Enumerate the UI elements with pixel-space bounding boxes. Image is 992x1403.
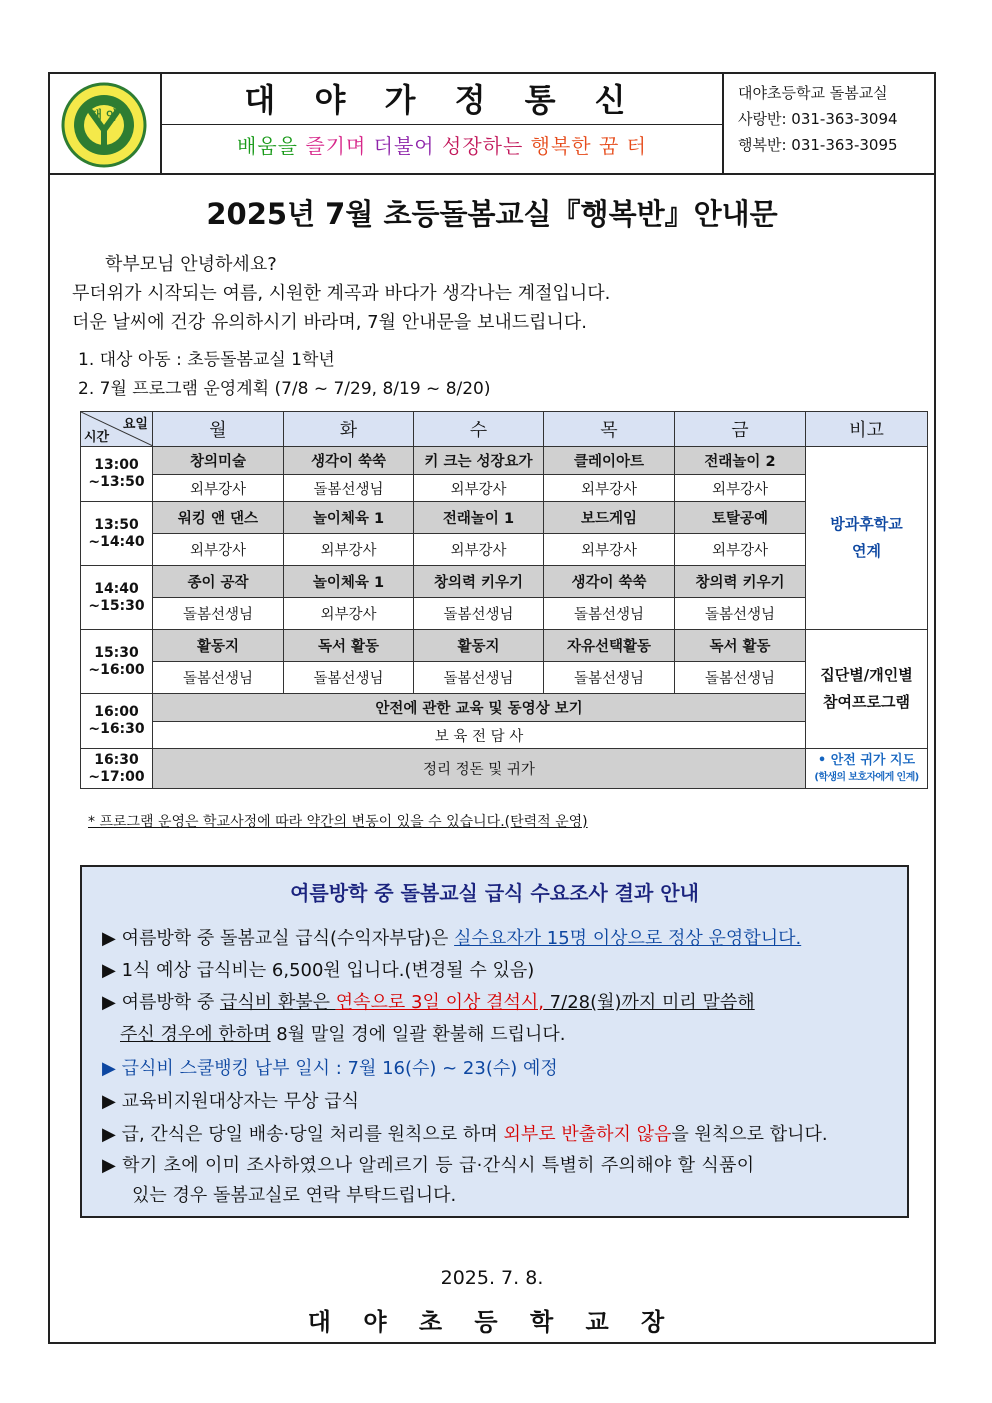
bullet-item: ▶ 학기 초에 이미 조사하였으나 알레르기 등 급·간식시 특별히 주의해야 할 식품이	[102, 1155, 755, 1176]
program-plan-item: 2. 7월 프로그램 운영계획 (7/8 ~ 7/29, 8/19 ~ 8/20)	[78, 379, 491, 399]
note-cell	[806, 749, 928, 789]
teacher-cell: 돌봄선생님	[153, 662, 284, 694]
program-row	[81, 630, 928, 662]
safety-row	[81, 694, 928, 722]
program-cell: 보드게임	[544, 502, 675, 534]
bullet-item: 있는 경우 돌봄교실로 연락 부탁드립니다.	[132, 1185, 457, 1206]
program-cell: 워킹 앤 댄스	[153, 502, 284, 534]
teacher-cell: 외부강사	[153, 475, 284, 502]
slogan-word: 더불어	[373, 134, 435, 158]
teacher-cell: 외부강사	[153, 534, 284, 566]
slogan-word: 성장하는	[442, 134, 524, 158]
bullet-text: 외부로 반출하지 않음	[503, 1124, 672, 1145]
footnote: * 프로그램 운영은 학교사정에 따라 약간의 변동이 있을 수 있습니다.(탄력적 운영)	[88, 814, 588, 830]
corner-cell	[81, 412, 153, 447]
day-header: 수	[414, 412, 544, 447]
note-text: (학생의 보호자에게 인계)	[814, 771, 919, 783]
program-cell: 전래놀이 2	[675, 447, 806, 475]
bullet-text: ▶ 여름방학 중	[102, 992, 220, 1013]
teacher-cell: 돌봄선생님	[544, 598, 675, 630]
target-item: 1. 대상 아동 : 초등돌봄교실 1학년	[78, 350, 335, 370]
slogan	[162, 130, 722, 162]
teacher-cell: 외부강사	[414, 534, 544, 566]
greeting-line: 무더위가 시작되는 여름, 시원한 계곡과 바다가 생각나는 계절입니다.	[72, 283, 611, 304]
note-cell	[806, 630, 928, 749]
teacher-cell: 돌봄선생님	[284, 662, 414, 694]
bullet-item	[102, 924, 801, 954]
safety-teacher-cell: 보 육 전 담 사	[153, 722, 806, 749]
time-label: 15:30 ~16:00	[88, 644, 145, 678]
schedule-header-row	[81, 412, 928, 447]
day-header: 월	[153, 412, 284, 447]
schedule-table	[80, 411, 928, 789]
bullet-item	[120, 1020, 565, 1050]
time-label: 14:40 ~15:30	[88, 580, 145, 614]
teacher-cell: 외부강사	[675, 475, 806, 502]
teacher-cell: 외부강사	[284, 534, 414, 566]
contact-line: 행복반: 031-363-3095	[738, 136, 898, 154]
bullet-item	[102, 1120, 828, 1150]
time-cell	[81, 447, 153, 502]
program-cell: 토탈공예	[675, 502, 806, 534]
teacher-cell: 돌봄선생님	[675, 598, 806, 630]
cleanup-cell: 정리 정돈 및 귀가	[153, 749, 806, 789]
safety-teacher-row	[81, 722, 928, 749]
time-cell	[81, 630, 153, 694]
teacher-row	[81, 598, 928, 630]
teacher-cell: 외부강사	[544, 534, 675, 566]
program-row	[81, 566, 928, 598]
time-cell	[81, 566, 153, 630]
teacher-cell: 외부강사	[284, 598, 414, 630]
teacher-row	[81, 475, 928, 502]
newsletter-title: 대 야 가 정 통 신	[244, 81, 640, 119]
teacher-cell: 돌봄선생님	[675, 662, 806, 694]
program-cell: 창의력 키우기	[414, 566, 544, 598]
title-cell	[162, 74, 724, 173]
newsletter-frame	[48, 72, 936, 1344]
teacher-cell: 돌봄선생님	[544, 662, 675, 694]
program-cell: 독서 활동	[284, 630, 414, 662]
title-divider	[162, 124, 722, 125]
greeting-line: 학부모님 안녕하세요?	[105, 254, 277, 275]
bullet-item: ▶ 1식 예상 급식비는 6,500원 입니다.(변경될 수 있음)	[102, 960, 535, 981]
note-header: 비고	[806, 412, 928, 447]
svg-text:대 야: 대 야	[90, 108, 118, 122]
bullet-text: 연속으로 3일 이상 결석시,	[335, 992, 544, 1013]
teacher-cell: 돌봄선생님	[414, 662, 544, 694]
corner-top-label: 요일	[122, 417, 148, 432]
teacher-cell: 돌봄선생님	[284, 475, 414, 502]
signature: 대 야 초 등 학 교 장	[307, 1308, 677, 1336]
slogan-word: 즐기며	[305, 134, 367, 158]
program-cell: 창의력 키우기	[675, 566, 806, 598]
bullet-text: 8월 말일 경에 일괄 환불해 드립니다.	[270, 1024, 566, 1045]
time-label: 13:00 ~13:50	[88, 457, 145, 490]
day-header: 목	[544, 412, 675, 447]
school-logo	[61, 82, 147, 168]
program-cell: 종이 공작	[153, 566, 284, 598]
teacher-cell: 외부강사	[675, 534, 806, 566]
contact-line: 사랑반: 031-363-3094	[738, 110, 898, 128]
time-cell	[81, 749, 153, 789]
bullet-text: 주신 경우에 한하며	[120, 1024, 271, 1045]
time-cell	[81, 694, 153, 749]
program-cell: 자유선택활동	[544, 630, 675, 662]
header	[50, 74, 934, 175]
greeting-line: 더운 날씨에 건강 유의하시기 바라며, 7월 안내문을 보내드립니다.	[72, 312, 588, 333]
time-cell	[81, 502, 153, 566]
note-cell	[806, 447, 928, 630]
contact-info	[724, 80, 934, 158]
teacher-cell: 돌봄선생님	[414, 598, 544, 630]
bullet-text: ▶ 급, 간식은 당일 배송·당일 처리를 원칙으로 하며	[102, 1124, 504, 1145]
program-cell: 활동지	[153, 630, 284, 662]
bullet-item: ▶ 급식비 스쿨뱅킹 납부 일시 : 7월 16(수) ~ 23(수) 예정	[102, 1058, 558, 1079]
teacher-row	[81, 534, 928, 566]
bullet-text: 을 원칙으로 합니다.	[671, 1124, 828, 1145]
teacher-row	[81, 662, 928, 694]
meal-notice-box	[80, 865, 909, 1218]
note-text: 방과후학교 연계	[830, 515, 903, 560]
day-header: 금	[675, 412, 806, 447]
time-label: 16:30 ~17:00	[88, 751, 145, 785]
program-cell: 클레이아트	[544, 447, 675, 475]
program-cell: 키 크는 성장요가	[414, 447, 544, 475]
bullet-text: ▶ 여름방학 중 돌봄교실 급식(수익자부담)은	[102, 928, 455, 949]
bullet-text: 7/28(월)까지 미리 말씀해	[543, 992, 755, 1013]
program-cell: 활동지	[414, 630, 544, 662]
program-cell: 생각이 쑥쑥	[544, 566, 675, 598]
slogan-word: 꿈 터	[598, 134, 647, 158]
cleanup-row	[81, 749, 928, 789]
program-cell: 창의미술	[153, 447, 284, 475]
logo-cell	[50, 74, 162, 173]
program-row	[81, 502, 928, 534]
teacher-cell: 돌봄선생님	[153, 598, 284, 630]
day-header: 화	[284, 412, 414, 447]
bullet-text: 급식비 환불은	[219, 992, 336, 1013]
program-cell: 독서 활동	[675, 630, 806, 662]
program-cell: 놀이체육 1	[284, 566, 414, 598]
time-label: 16:00 ~16:30	[88, 704, 145, 737]
program-row	[81, 447, 928, 475]
teacher-cell: 외부강사	[544, 475, 675, 502]
bullet-text: 실수요자가 15명 이상으로 정상 운영합니다.	[454, 928, 802, 949]
program-cell: 놀이체육 1	[284, 502, 414, 534]
issue-date: 2025. 7. 8.	[440, 1267, 544, 1289]
program-cell: 전래놀이 1	[414, 502, 544, 534]
bullet-item	[102, 988, 755, 1018]
safety-program-cell: 안전에 관한 교육 및 동영상 보기	[153, 694, 806, 722]
program-cell: 생각이 쑥쑥	[284, 447, 414, 475]
slogan-word: 행복한	[530, 134, 592, 158]
contact-line: 대야초등학교 돌봄교실	[738, 84, 888, 102]
time-label: 13:50 ~14:40	[88, 516, 145, 550]
slogan-word: 배움을	[237, 134, 298, 158]
teacher-cell: 외부강사	[414, 475, 544, 502]
note-text: 집단별/개인별 참여프로그램	[820, 666, 913, 711]
headline: 2025년 7월 초등돌봄교실『행복반』안내문	[206, 197, 778, 231]
note-text: • 안전 귀가 지도	[817, 752, 916, 768]
corner-bottom-label: 시간	[84, 430, 110, 445]
meal-notice-title: 여름방학 중 돌봄교실 급식 수요조사 결과 안내	[290, 881, 699, 905]
bullet-item: ▶ 교육비지원대상자는 무상 급식	[102, 1091, 360, 1112]
